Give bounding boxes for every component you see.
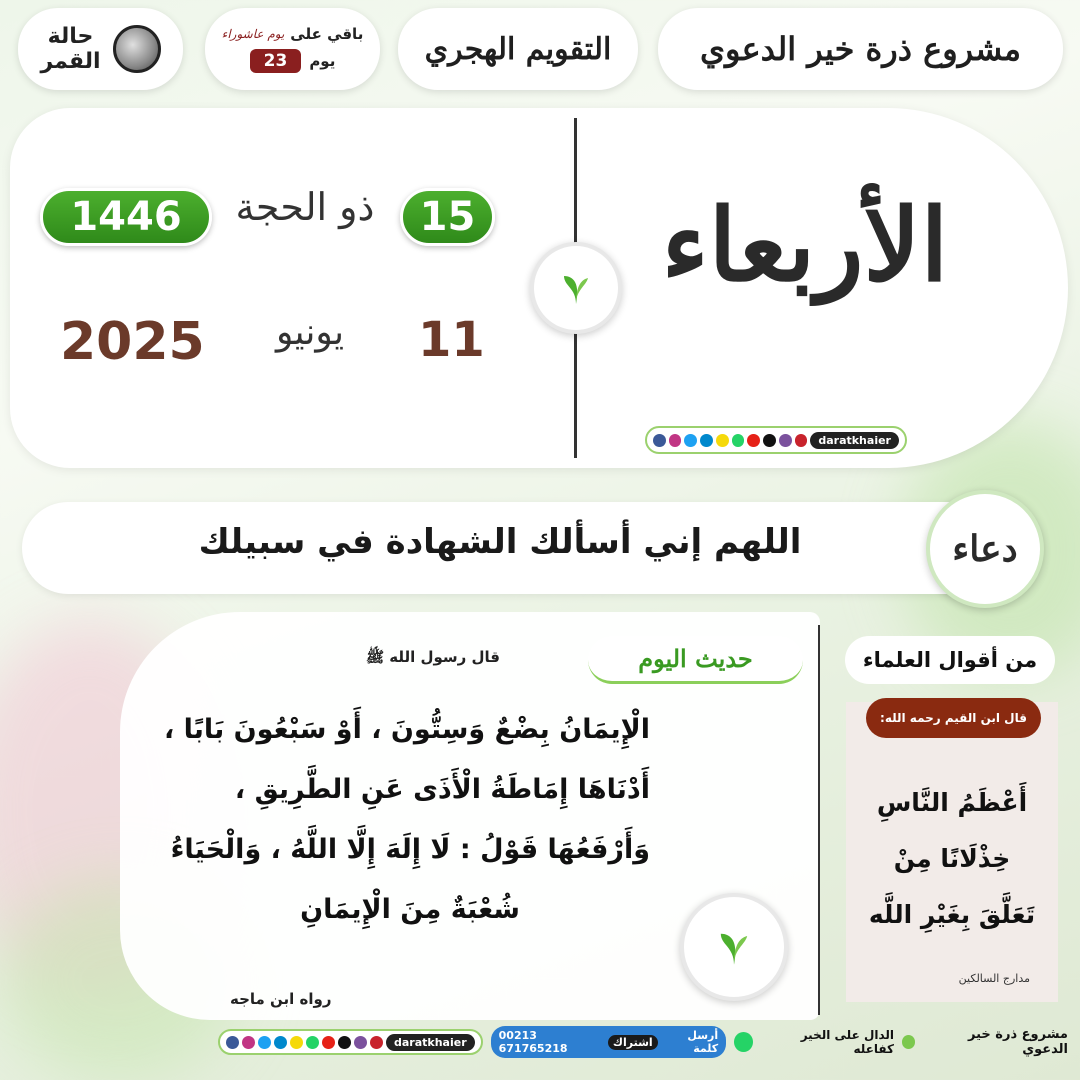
dua-label: دعاء	[952, 528, 1018, 570]
subscribe-pill[interactable]	[491, 1026, 726, 1058]
viber-icon[interactable]	[779, 434, 792, 447]
moon-label-2: القمر	[40, 49, 101, 74]
scholars-quote	[846, 775, 1058, 943]
hadith-title-pill	[588, 636, 803, 684]
telegram-icon[interactable]	[274, 1036, 287, 1049]
weekday: الأربعاء	[661, 186, 949, 304]
twitter-icon[interactable]	[684, 434, 697, 447]
scholars-title-pill	[845, 636, 1055, 684]
brand-logo	[530, 242, 622, 334]
hadith-line: شُعْبَةٌ مِنَ الْإِيمَانِ	[300, 894, 520, 925]
quote-line: تَعَلَّقَ بِغَيْرِ اللَّه	[868, 900, 1036, 929]
hadith-title: حديث اليوم	[638, 644, 753, 673]
dua-text: اللهم إني أسألك الشهادة في سبيلك	[198, 522, 802, 562]
moon-status-pill	[18, 8, 183, 90]
subscribe-label: اشتراك	[608, 1035, 658, 1050]
send-word: أرسل كلمة	[687, 1029, 719, 1055]
facebook-icon[interactable]	[226, 1036, 239, 1049]
viber-icon[interactable]	[354, 1036, 367, 1049]
greg-year: 2025	[60, 312, 205, 372]
whatsapp-icon[interactable]	[734, 1032, 753, 1052]
hadith-line: أَدْنَاهَا إِمَاطَةُ الْأَذَى عَنِ الطَّرِيقِ ،	[234, 774, 650, 805]
countdown-label: باقي على	[290, 25, 364, 43]
footer-handle[interactable]: daratkhaier	[386, 1034, 475, 1051]
hadith-source: رواه ابن ماجه	[230, 990, 332, 1008]
leaf-icon	[712, 925, 756, 969]
footer-motto: الدال على الخير كفاعله	[800, 1028, 895, 1056]
footer-bar	[218, 1026, 1068, 1058]
moon-icon	[113, 25, 161, 73]
date-handle[interactable]: daratkhaier	[810, 432, 899, 449]
hijri-year-badge	[40, 188, 212, 246]
footer-leaf-icon	[902, 1035, 915, 1049]
tiktok-icon[interactable]	[763, 434, 776, 447]
scholars-attribution-pill	[866, 698, 1041, 738]
footer-project: مشروع ذرة خير الدعوي	[968, 1027, 1068, 1057]
countdown-event: يوم عاشوراء	[221, 27, 285, 41]
countdown-days: 23	[250, 49, 302, 73]
countdown-pill	[205, 8, 380, 90]
hijri-year: 1446	[70, 194, 182, 240]
facebook-icon[interactable]	[653, 434, 666, 447]
hijri-day: 15	[419, 194, 476, 240]
scholars-title: من أقوال العلماء	[862, 648, 1038, 672]
youtube-icon[interactable]	[747, 434, 760, 447]
hadith-line: وَأَرْفَعُهَا قَوْلُ : لَا إِلَهَ إِلَّا اللَّهُ ، وَالْحَيَاءُ	[170, 834, 650, 865]
instagram-icon[interactable]	[669, 434, 682, 447]
dua-badge	[926, 490, 1044, 608]
hadith-line: الْإِيمَانُ بِضْعٌ وَسِتُّونَ ، أَوْ سَبْعُونَ بَابًا ،	[164, 714, 650, 745]
date-social-strip	[645, 426, 907, 454]
greg-month: يونيو	[275, 312, 345, 353]
moon-label-1: حالة	[47, 24, 94, 49]
telegram-icon[interactable]	[700, 434, 713, 447]
scholars-attribution: قال ابن القيم رحمه الله:	[880, 711, 1027, 725]
greg-day: 11	[418, 312, 485, 368]
quote-line: خِذْلَانًا مِنْ	[893, 844, 1011, 873]
snapchat-icon[interactable]	[716, 434, 729, 447]
calendar-title-pill	[398, 8, 638, 90]
hijri-day-badge	[400, 188, 495, 246]
whatsapp-icon[interactable]	[732, 434, 745, 447]
hijri-month: ذو الحجة	[235, 185, 375, 229]
pinterest-icon[interactable]	[370, 1036, 383, 1049]
snapchat-icon[interactable]	[290, 1036, 303, 1049]
hadith-lines	[150, 700, 650, 940]
scholars-divider	[818, 625, 820, 1015]
youtube-icon[interactable]	[322, 1036, 335, 1049]
calendar-title: التقويم الهجري	[424, 31, 612, 67]
hadith-intro: قال رسول الله ﷺ	[365, 648, 500, 666]
phone-number: 00213 671765218	[498, 1029, 568, 1055]
instagram-icon[interactable]	[242, 1036, 255, 1049]
tiktok-icon[interactable]	[338, 1036, 351, 1049]
countdown-unit: يوم	[309, 52, 336, 70]
project-title: مشروع ذرة خير الدعوي	[700, 30, 1021, 68]
twitter-icon[interactable]	[258, 1036, 271, 1049]
hadith-logo	[680, 893, 788, 1001]
pinterest-icon[interactable]	[795, 434, 808, 447]
quote-line: أَعْظَمُ النَّاسِ	[876, 788, 1028, 817]
whatsapp-icon[interactable]	[306, 1036, 319, 1049]
project-title-pill	[658, 8, 1063, 90]
footer-social-strip	[218, 1029, 483, 1055]
leaf-icon	[556, 268, 596, 308]
scholars-source: مدارج السالكين	[958, 972, 1030, 985]
